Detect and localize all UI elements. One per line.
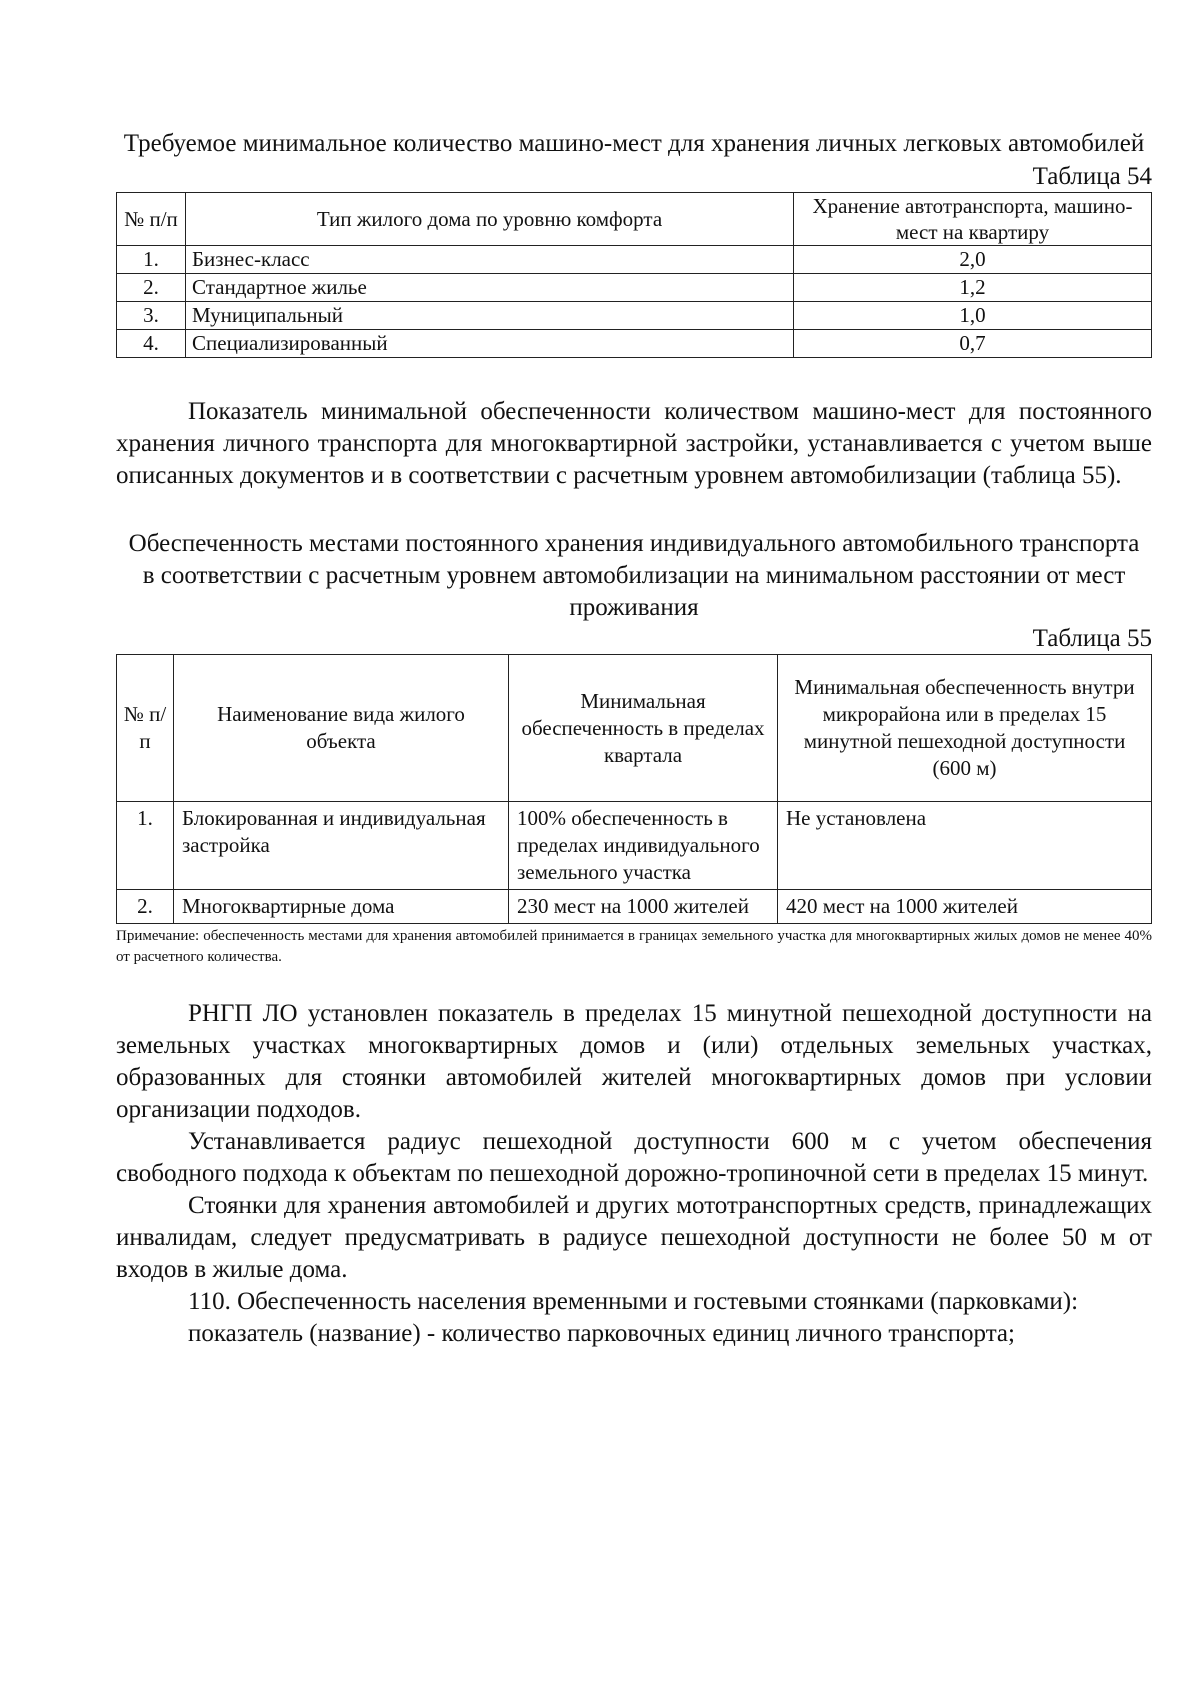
paragraph-4: Стоянки для хранения автомобилей и других мототранспортных средств, принадлежащих инвалидам, следует предусматривать в радиусе пешеходной доступности не более 50 м от входов в жилые дома.	[116, 1192, 1152, 1283]
table54-cell-type: Бизнес-класс	[186, 246, 794, 274]
table55-header-name: Наименование вида жилого объекта	[174, 655, 509, 802]
table55-note: Примечание: обеспеченность местами для хранения автомобилей принимается в границах земельного участка для многоквартирных жилых домов не менее 40% от расчетного количества.	[116, 928, 1152, 965]
paragraph-1: Показатель минимальной обеспеченности количеством машино-мест для постоянного хранения личного транспорта для многоквартирной застройки, устанавливается с учетом выше описанных документов и в соответствии с расчетным уровнем автомобилизации (таблица 55).	[116, 398, 1152, 489]
table55-header-quarter: Минимальная обеспеченность в пределах квартала	[509, 655, 778, 802]
table54-header-type: Тип жилого дома по уровню комфорта	[186, 193, 794, 246]
table55-label: Таблица 55	[1032, 625, 1152, 652]
table54-header-storage: Хранение автотранспорта, машино-мест на квартиру	[794, 193, 1152, 246]
table54-header-row	[117, 193, 1152, 246]
table54-cell-type: Муниципальный	[186, 302, 794, 330]
table55-cell-quarter: 100% обеспеченность в пределах индивидуального земельного участка	[509, 802, 778, 890]
table54-cell-num: 4.	[117, 330, 186, 358]
table55-header-row	[117, 655, 1152, 802]
table55-cell-micro: 420 мест на 1000 жителей	[778, 890, 1152, 924]
document-page	[116, 128, 1152, 1350]
table-row	[117, 246, 1152, 274]
table55-cell-name: Блокированная и индивидуальная застройка	[174, 802, 509, 890]
table54-cell-type: Стандартное жилье	[186, 274, 794, 302]
table54-title: Требуемое минимальное количество машино-мест для хранения личных легковых автомобилей	[123, 130, 1145, 157]
table-row	[117, 302, 1152, 330]
table55-cell-num: 1.	[117, 802, 174, 890]
table55-cell-micro: Не установлена	[778, 802, 1152, 890]
table-row	[117, 890, 1152, 924]
table54-cell-num: 1.	[117, 246, 186, 274]
table54-cell-type: Специализированный	[186, 330, 794, 358]
paragraph-5: 110. Обеспеченность населения временными и гостевыми стоянками (парковками):	[188, 1288, 1079, 1315]
table54-cell-value: 2,0	[794, 246, 1152, 274]
paragraph-2: РНГП ЛО установлен показатель в пределах 15 минутной пешеходной доступности на земельных участках многоквартирных домов и (или) отдельных земельных участках, образованных для стоянки автомобилей жителей многоквартирных домов при условии организации подходов.	[116, 1000, 1152, 1123]
table55-cell-name: Многоквартирные дома	[174, 890, 509, 924]
table55-header-num: № п/п	[117, 655, 174, 802]
table-row	[117, 274, 1152, 302]
table54	[116, 192, 1152, 358]
table54-header-num: № п/п	[117, 193, 186, 246]
table-row	[117, 330, 1152, 358]
table55-header-micro: Минимальная обеспеченность внутри микрорайона или в пределах 15 минутной пешеходной доступности (600 м)	[778, 655, 1152, 802]
table55-cell-quarter: 230 мест на 1000 жителей	[509, 890, 778, 924]
table54-cell-value: 1,0	[794, 302, 1152, 330]
paragraph-3: Устанавливается радиус пешеходной доступности 600 м с учетом обеспечения свободного подхода к объектам по пешеходной дорожно-тропиночной сети в пределах 15 минут.	[116, 1128, 1152, 1187]
table54-cell-value: 1,2	[794, 274, 1152, 302]
table55	[116, 654, 1152, 924]
table54-cell-num: 2.	[117, 274, 186, 302]
paragraph-6: показатель (название) - количество парковочных единиц личного транспорта;	[188, 1320, 1015, 1347]
table54-label: Таблица 54	[1032, 163, 1152, 190]
table-row	[117, 802, 1152, 890]
table54-cell-num: 3.	[117, 302, 186, 330]
table54-cell-value: 0,7	[794, 330, 1152, 358]
table55-cell-num: 2.	[117, 890, 174, 924]
table55-title: Обеспеченность местами постоянного хранения индивидуального автомобильного транспорта в соответствии с расчетным уровнем автомобилизации на минимальном расстоянии от мест проживания	[128, 530, 1140, 621]
